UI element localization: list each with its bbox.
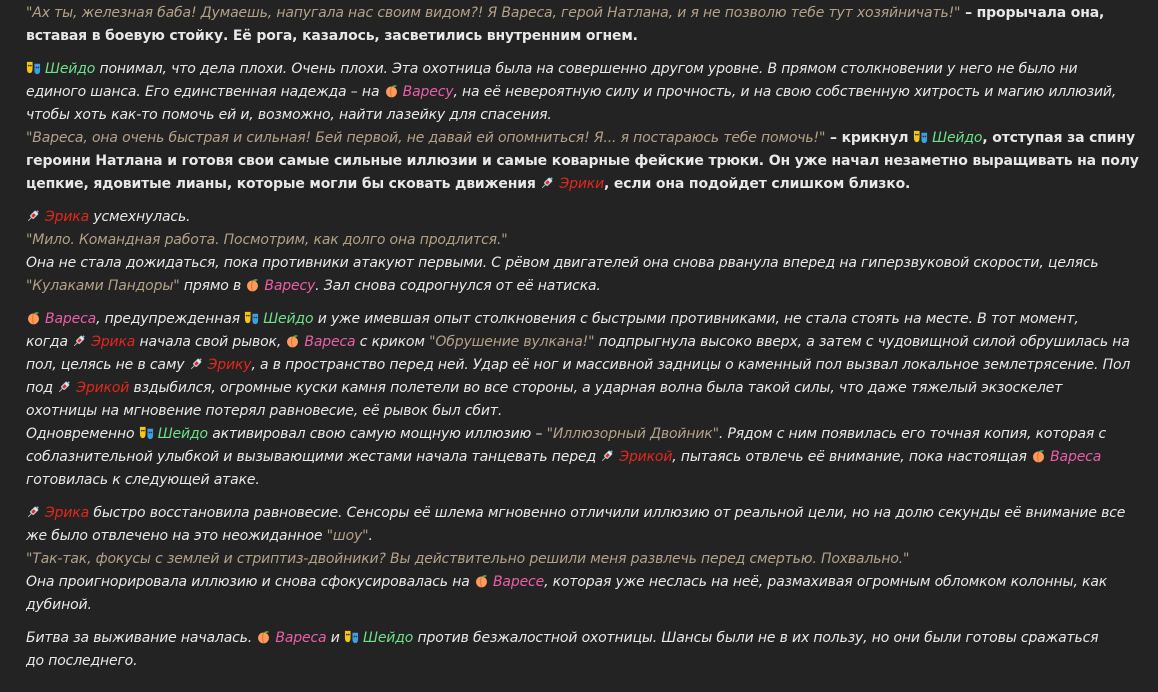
narration-italic: Она не стала дожидаться, пока противники атакуют первыми. С рёвом двигателей она снова рванула вперед на гиперзвуковой скорости, целясь <box>26 255 1099 271</box>
dialogue-quote: "Иллюзорный Двойник" <box>546 426 719 442</box>
narration-bold: – крикнул <box>825 130 914 146</box>
text-line <box>26 104 1132 127</box>
story-paragraph <box>26 58 1139 196</box>
character-name-varesa: Варесе <box>492 574 545 590</box>
text-line <box>26 206 1132 229</box>
narration-italic: . <box>368 528 373 544</box>
dialogue-quote: "Обрушение вулкана!" <box>429 334 595 350</box>
narration-italic: прямо в <box>179 278 246 294</box>
narration-italic: и уже имевшая опыт столкновения с быстрыми противниками, не стала стоять на месте. В тот момент, <box>313 311 1079 327</box>
narration-italic: когда <box>26 334 73 350</box>
text-line <box>26 252 1132 275</box>
text-line <box>26 331 1132 354</box>
text-line <box>26 446 1132 469</box>
character-name-varesa: Варесу <box>264 278 316 294</box>
character-name-shade: Шейдо <box>157 426 208 442</box>
dialogue-quote: "Кулаками Пандоры" <box>26 278 180 294</box>
story-paragraph <box>26 206 1132 298</box>
character-name-erika: Эрикой <box>619 449 673 465</box>
text-line <box>26 308 1132 331</box>
mask-icon <box>244 310 259 325</box>
narration-italic: под <box>26 380 58 396</box>
dialogue-quote: "Вареса, она очень быстрая и сильная! Бей первой, не давай ей опомниться! Я... я постараюсь тебе помочь!" <box>26 130 826 146</box>
character-name-varesa: Варесу <box>402 84 454 100</box>
character-name-varesa: Вареса <box>1050 449 1102 465</box>
peach-icon <box>245 277 260 292</box>
narration-bold: – прорычала она, <box>960 5 1105 21</box>
character-name-erika: Эрика <box>45 505 90 521</box>
narration-italic: вздыбился, огромные куски камня полетели во все стороны, а ударная волна была такой силы, что даже тяжелый экзоскелет <box>129 380 1063 396</box>
character-name-erika: Эрику <box>207 357 252 373</box>
character-name-erika: Эрика <box>91 334 136 350</box>
mask-icon <box>26 60 41 75</box>
narration-italic: , предупрежденная <box>96 311 245 327</box>
narration-italic: Она проигнорировала иллюзию и снова сфокусировалась на <box>26 574 474 590</box>
text-line <box>26 275 1132 298</box>
narration-italic: . Зал снова содрогнулся от её натиска. <box>315 278 601 294</box>
narration-italic: соблазнительной улыбкой и вызывающими жестами начала танцевать перед <box>26 449 601 465</box>
peach-icon <box>285 333 300 348</box>
narration-bold: , если она подойдет слишком близко. <box>604 176 911 192</box>
character-name-erika: Эрикой <box>76 380 130 396</box>
peach-icon <box>256 629 271 644</box>
story-paragraph <box>26 502 1132 617</box>
character-name-varesa: Вареса <box>45 311 97 327</box>
text-line <box>26 173 1132 196</box>
narration-italic: с криком <box>355 334 430 350</box>
syringe-icon <box>26 208 41 223</box>
narration-italic: начала свой рывок, <box>135 334 286 350</box>
text-line <box>26 400 1132 423</box>
character-name-erika: Эрики <box>559 176 605 192</box>
text-line <box>26 25 1132 48</box>
peach-icon <box>474 573 489 588</box>
mask-icon <box>139 425 154 440</box>
text-line <box>26 502 1132 525</box>
text-line <box>26 571 1132 594</box>
narration-italic: единого шанса. Его единственная надежда – на <box>26 84 384 100</box>
narration-italic: подпрыгнула высоко вверх, а затем с чудовищной силой обрушилась на <box>594 334 1130 350</box>
mask-icon <box>344 629 359 644</box>
peach-icon <box>1031 448 1046 463</box>
narration-italic: быстро восстановила равновесие. Сенсоры её шлема мгновенно отличили иллюзию от реальной цели, но на долю секунды её внимание все <box>89 505 1126 521</box>
text-line <box>26 423 1132 446</box>
narration-italic: и <box>326 630 345 646</box>
story-paragraph <box>26 2 1132 48</box>
text-line <box>26 377 1132 400</box>
narration-italic: же было отвлечено на это неожиданное <box>26 528 327 544</box>
narration-italic: пол, целясь не в саму <box>26 357 189 373</box>
text-line <box>26 58 1132 81</box>
story-paragraph <box>26 627 1132 673</box>
narration-italic: активировал свою самую мощную иллюзию – <box>207 426 547 442</box>
character-name-erika: Эрика <box>45 209 90 225</box>
narration-bold: , отступая за спину <box>982 130 1135 146</box>
text-line <box>26 2 1132 25</box>
narration-italic: против безжалостной охотницы. Шансы были не в их пользу, но они были готовы сражаться <box>413 630 1099 646</box>
narration-bold: вставая в боевую стойку. Её рога, казалось, засветились внутренним огнем. <box>26 28 638 44</box>
character-name-shade: Шейдо <box>363 630 414 646</box>
dialogue-quote: "шоу" <box>326 528 369 544</box>
text-line <box>26 150 1139 173</box>
narration-italic: Битва за выживание началась. <box>26 630 257 646</box>
narration-italic: чтобы хоть как-то помочь ей и, возможно, найти лазейку для спасения. <box>26 107 552 123</box>
text-line <box>26 594 1132 617</box>
text-line <box>26 469 1132 492</box>
text-line <box>26 627 1132 650</box>
narration-italic: . Рядом с ним появилась его точная копия, которая с <box>718 426 1107 442</box>
narration-italic: готовилась к следующей атаке. <box>26 472 260 488</box>
mask-icon <box>913 129 928 144</box>
text-line <box>26 81 1132 104</box>
narration-bold: цепкие, ядовитые лианы, которые могли бы сковать движения <box>26 176 541 192</box>
character-name-shade: Шейдо <box>932 130 983 146</box>
text-line <box>26 650 1132 673</box>
text-line <box>26 548 1132 571</box>
syringe-icon <box>57 379 72 394</box>
syringe-icon <box>600 448 615 463</box>
syringe-icon <box>72 333 87 348</box>
text-line <box>26 229 1132 252</box>
narration-italic: , на её невероятную силу и прочность, и на свою собственную хитрость и магию иллюзий, <box>453 84 1117 100</box>
narration-italic: дубиной. <box>26 597 92 613</box>
text-line <box>26 127 1135 150</box>
dialogue-quote: "Мило. Командная работа. Посмотрим, как долго она продлится." <box>26 232 508 248</box>
character-name-shade: Шейдо <box>45 61 96 77</box>
peach-icon <box>26 310 41 325</box>
story-paragraph <box>26 308 1132 492</box>
text-line <box>26 525 1132 548</box>
syringe-icon <box>26 504 41 519</box>
narration-italic: , а в пространство перед ней. Удар её ног и массивной задницы о каменный пол вызвал локальное землетрясение. Пол <box>251 357 1131 373</box>
narration-italic: усмехнулась. <box>89 209 191 225</box>
narration-italic: , пытаясь отвлечь её внимание, пока настоящая <box>672 449 1032 465</box>
narration-italic: , которая уже неслась на неё, размахивая огромным обломком колонны, как <box>544 574 1108 590</box>
character-name-varesa: Вареса <box>304 334 356 350</box>
dialogue-quote: "Ах ты, железная баба! Думаешь, напугала нас своим видом?! Я Вареса, герой Натлана, и я не позволю тебе тут хозяйничать!" <box>26 5 961 21</box>
narration-italic: охотницы на мгновение потерял равновесие, её рывок был сбит. <box>26 403 503 419</box>
dialogue-quote: "Так-так, фокусы с землей и стриптиз-двойники? Вы действительно решили меня развлечь перед смертью. Похвально." <box>26 551 910 567</box>
syringe-icon <box>540 175 555 190</box>
narration-bold: героини Натлана и готовя свои самые сильные иллюзии и самые коварные фейские трюки. Он уже начал незаметно выращивать на полу <box>26 153 1139 169</box>
text-line <box>26 354 1132 377</box>
peach-icon <box>384 83 399 98</box>
narration-italic: Одновременно <box>26 426 139 442</box>
character-name-varesa: Вареса <box>275 630 327 646</box>
narration-italic: до последнего. <box>26 653 138 669</box>
narration-italic: понимал, что дела плохи. Очень плохи. Эта охотница была на совершенно другом уровне. В прямом столкновении у него не было ни <box>95 61 1078 77</box>
syringe-icon <box>189 356 204 371</box>
character-name-shade: Шейдо <box>263 311 314 327</box>
